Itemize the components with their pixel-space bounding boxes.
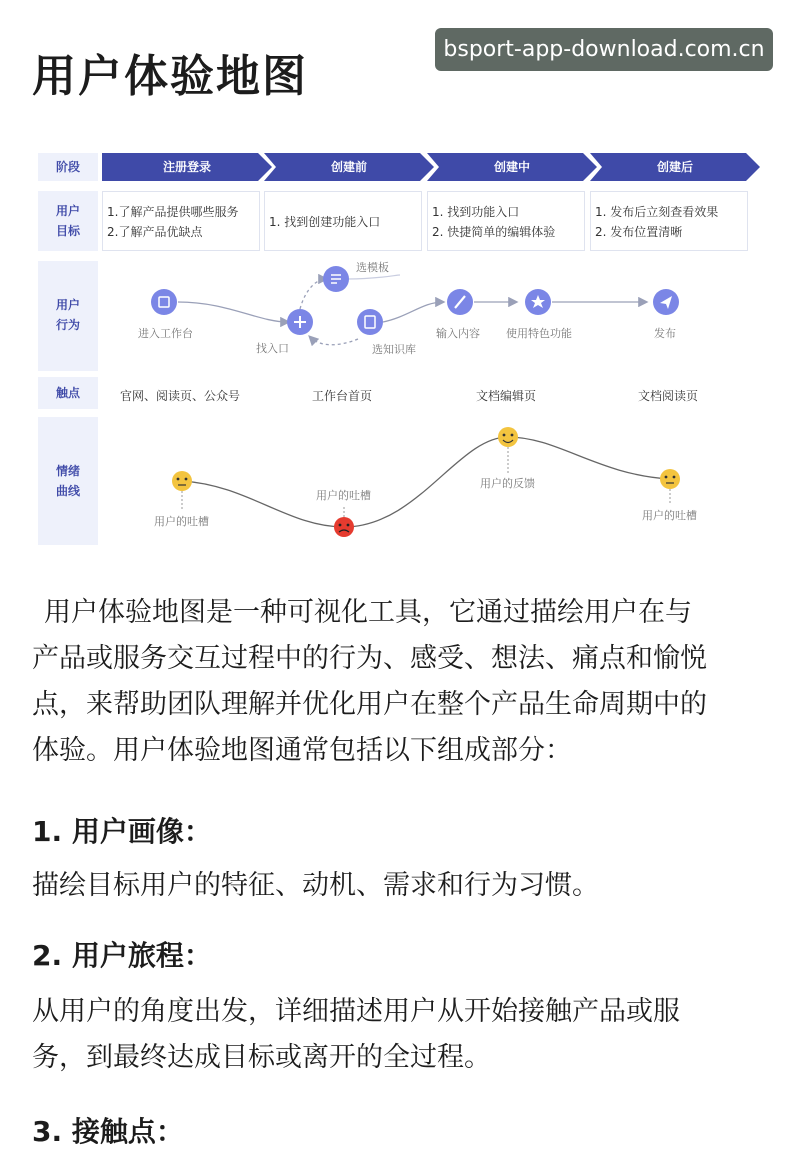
- flow-line: [178, 302, 288, 322]
- stage-before-create: 创建前: [264, 153, 434, 181]
- stage-creating: 创建中: [427, 153, 597, 181]
- happy-face-icon: [498, 427, 518, 447]
- row-label-touch: 触点: [55, 386, 80, 400]
- flow-line: [300, 279, 326, 309]
- page-title: 用户体验地图: [32, 51, 308, 102]
- doc-icon: [151, 289, 177, 315]
- flow-line: [383, 302, 443, 322]
- emotion-curve: [38, 417, 763, 545]
- behavior-flow: [38, 257, 763, 377]
- action-label: 发布: [654, 327, 676, 340]
- goal-register: 1.了解产品提供哪些服务 2.了解产品优缺点: [102, 191, 260, 251]
- watermark-badge: bsport-app-download.com.cn: [435, 28, 773, 71]
- flow-line: [348, 275, 400, 279]
- emotion-label: 用户的吐槽: [154, 515, 209, 528]
- section-text: 描绘目标用户的特征、动机、需求和行为习惯。: [32, 870, 599, 901]
- section-heading: 2. 用户旅程：: [32, 939, 212, 972]
- neutral-face-icon: [660, 469, 680, 489]
- action-label: 选知识库: [372, 343, 416, 356]
- action-label: 找入口: [256, 342, 289, 355]
- emotion-label: 用户的吐槽: [316, 489, 371, 502]
- row-label-goal: 用户 目标: [55, 204, 80, 238]
- action-label: 进入工作台: [138, 327, 193, 340]
- section-text: 从用户的角度出发，详细描述用户从开始接触产品或服 务，到最终达成目标或离开的全过程。: [32, 996, 680, 1073]
- touchpoint: 工作台首页: [312, 389, 373, 403]
- row-label-behavior: 用户 行为: [55, 298, 80, 332]
- action-label: 选模板: [356, 261, 389, 274]
- goal-before-create: 1. 找到创建功能入口: [264, 191, 422, 251]
- emotion-line: [182, 437, 670, 527]
- row-label-stage: 阶段: [55, 160, 80, 174]
- action-label: 使用特色功能: [506, 327, 572, 340]
- section-heading: 1. 用户画像：: [32, 815, 212, 848]
- row-label-emotion: 情绪 曲线: [55, 464, 80, 498]
- touchpoint: 文档阅读页: [638, 389, 699, 403]
- goal-creating: 1. 找到功能入口 2. 快捷简单的编辑体验: [427, 191, 585, 251]
- goal-after-create: 1. 发布后立刻查看效果 2. 发布位置清晰: [590, 191, 748, 251]
- angry-face-icon: [334, 517, 354, 537]
- knowledge-base-icon: [357, 309, 383, 335]
- flow-line: [310, 337, 358, 345]
- action-label: 输入内容: [436, 327, 480, 340]
- emotion-label: 用户的吐槽: [642, 509, 697, 522]
- intro-paragraph: 用户体验地图是一种可视化工具，它通过描绘用户在与 产品或服务交互过程中的行为、感受、想法、痛点和愉悦 点，来帮助团队理解并优化用户在整个产品生命周期中的 体验。用户体验地图通常包括以下组成部分：: [32, 597, 707, 766]
- neutral-face-icon: [172, 471, 192, 491]
- section-heading: 3. 接触点：: [32, 1115, 184, 1148]
- touchpoint: 官网、阅读页、公众号: [120, 389, 241, 403]
- touchpoint: 文档编辑页: [476, 389, 537, 403]
- emotion-label: 用户的反馈: [480, 477, 535, 490]
- user-journey-map: [38, 145, 763, 545]
- stage-after-create: 创建后: [590, 153, 760, 181]
- stage-register: 注册登录: [102, 153, 272, 181]
